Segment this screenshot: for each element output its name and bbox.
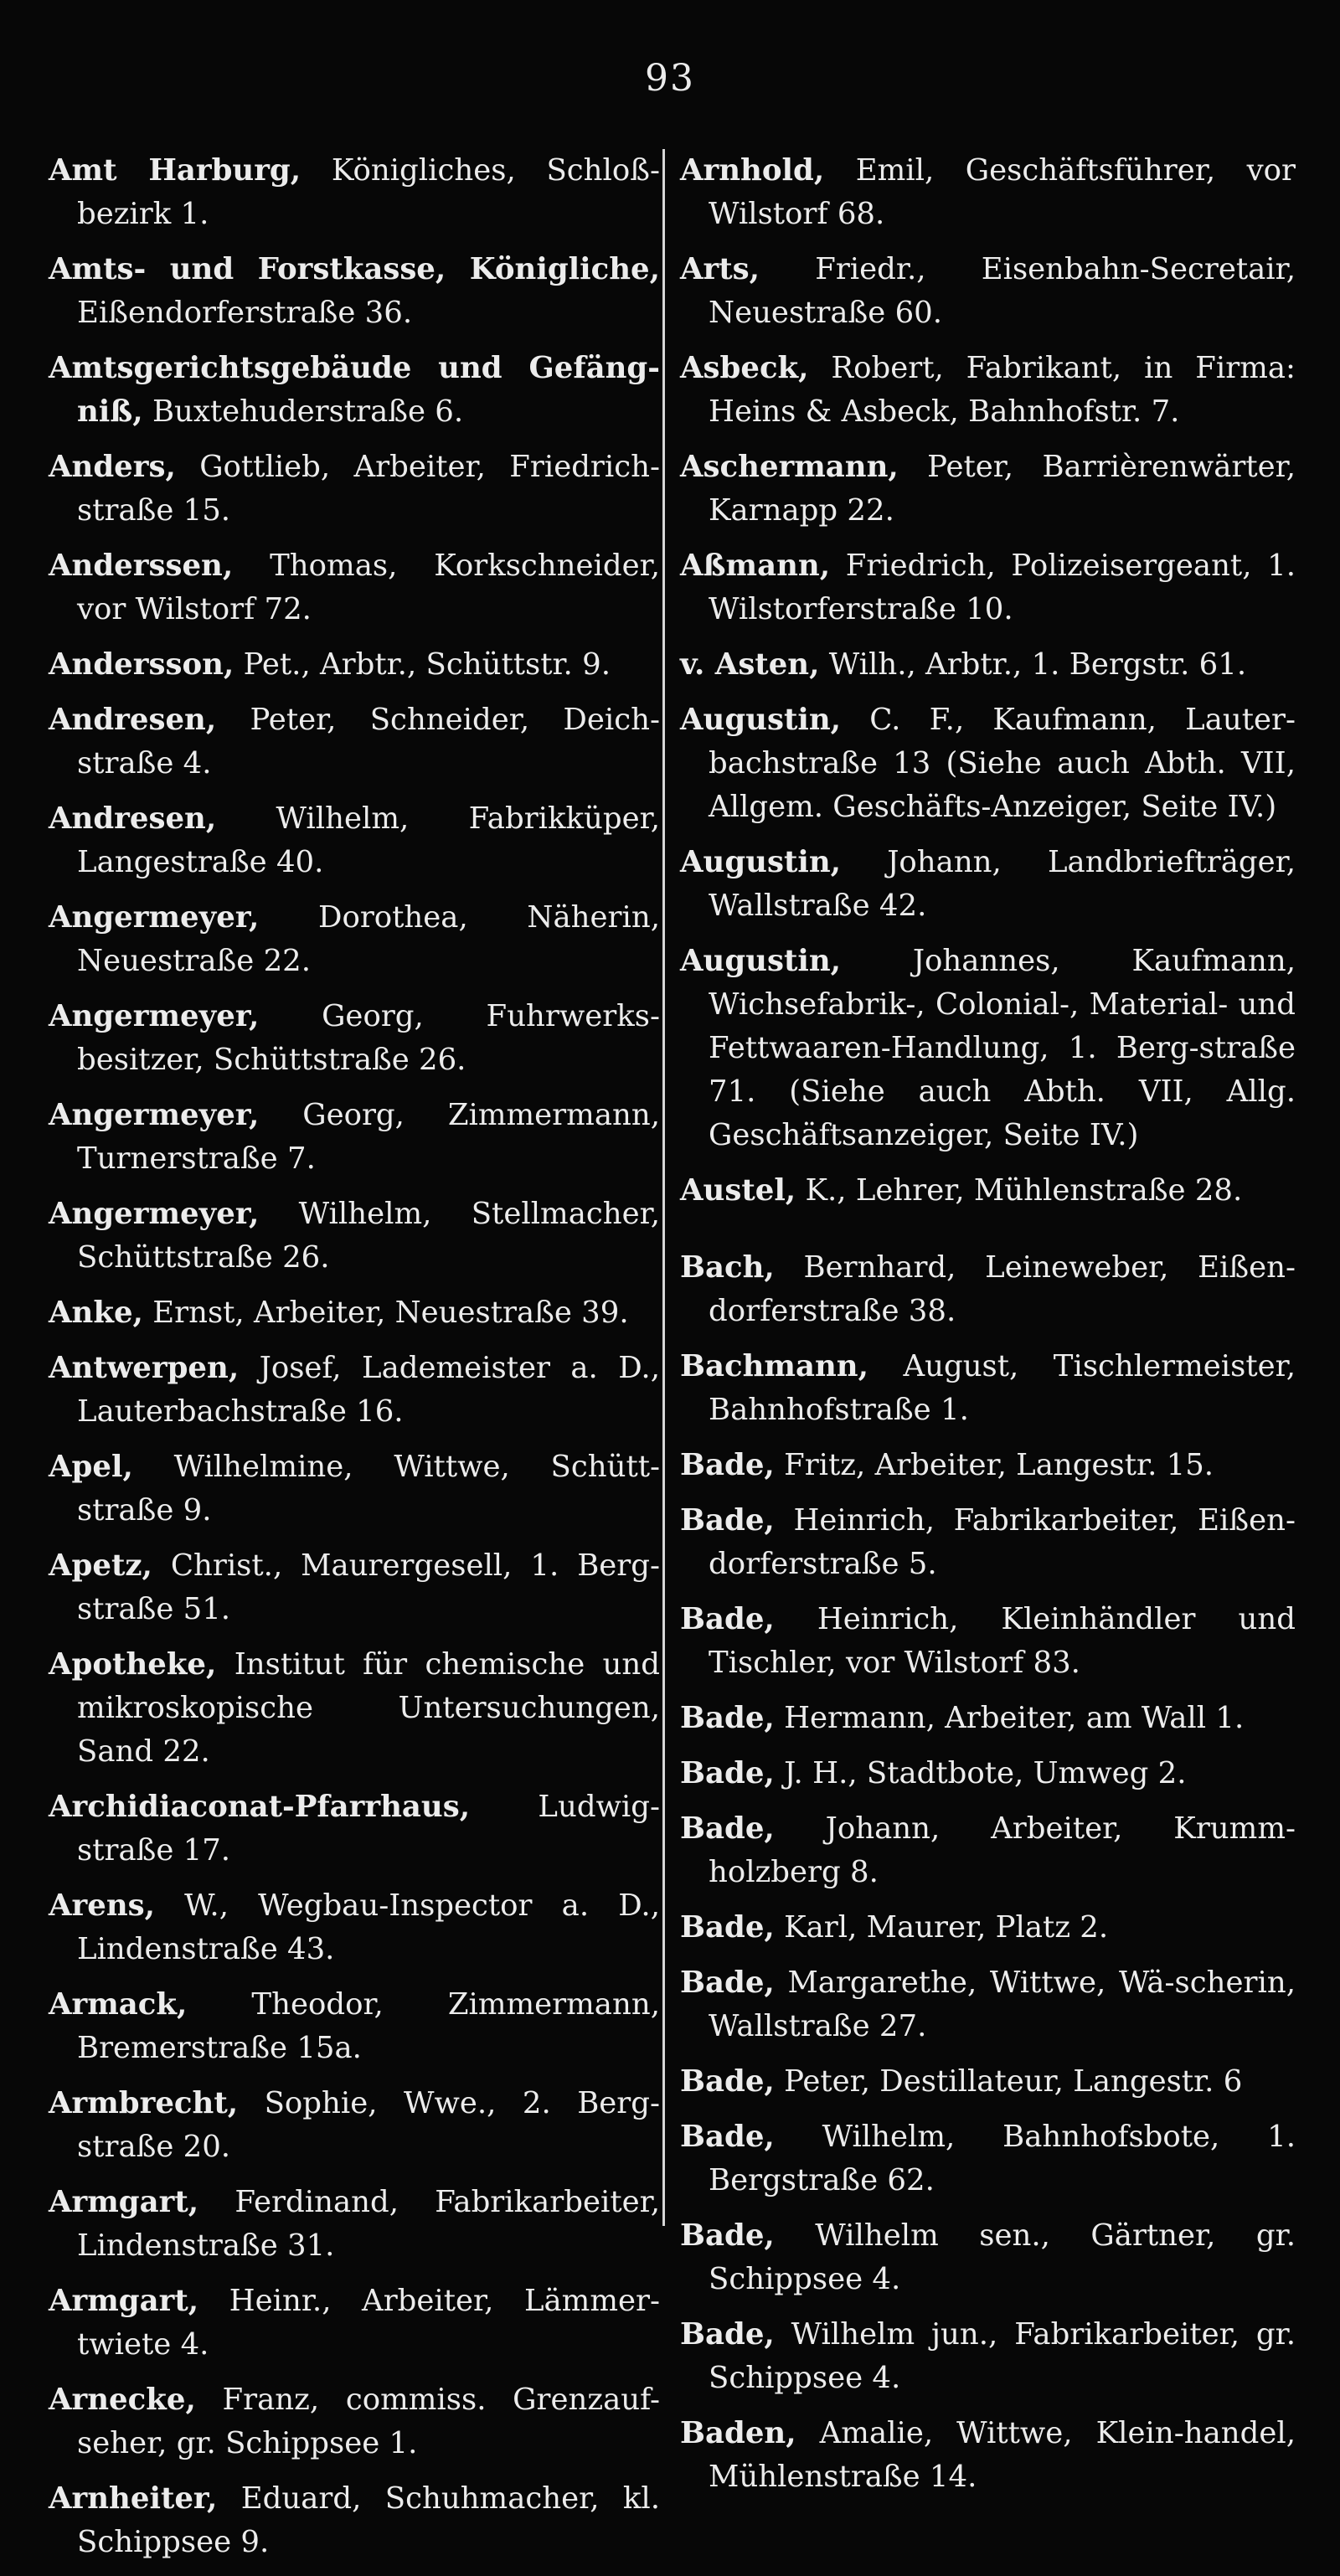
directory-entry: [49, 1884, 660, 1971]
directory-entry: [680, 1697, 1296, 1740]
directory-entry: [49, 248, 660, 335]
entry-name: Bade,: [680, 2064, 775, 2099]
entry-name: Amt Harburg,: [49, 153, 302, 188]
entry-name: Angermeyer,: [49, 1197, 260, 1231]
directory-entry: [680, 446, 1296, 533]
entry-name: Asbeck,: [680, 351, 809, 385]
entry-name: Bade,: [680, 1701, 775, 1735]
entry-name: Archidiaconat-Pfarrhaus,: [49, 1790, 471, 1824]
entry-detail: Bernhard, Leineweber, Eißen-dorferstraße 38.: [709, 1250, 1296, 1328]
directory-entry: [49, 1785, 660, 1873]
directory-entry: [680, 1345, 1296, 1432]
entry-detail: Gottlieb, Arbeiter, Friedrich-straße 15.: [77, 450, 660, 528]
entry-name: Angermeyer,: [49, 1098, 260, 1132]
directory-entry: [49, 797, 660, 884]
entry-name: Arnheiter,: [49, 2481, 218, 2516]
entry-name: Arens,: [49, 1888, 155, 1923]
entry-detail: Wilhelmine, Wittwe, Schütt-straße 9.: [77, 1450, 660, 1528]
directory-entry: [680, 149, 1296, 236]
directory-entry: [49, 1094, 660, 1181]
directory-entry: [49, 2181, 660, 2268]
entry-name: Bade,: [680, 1503, 775, 1538]
entry-detail: Dorothea, Näherin, Neuestraße 22.: [77, 900, 660, 978]
entry-name: Anke,: [49, 1296, 143, 1330]
directory-entry: [49, 896, 660, 983]
entry-name: Armgart,: [49, 2284, 199, 2318]
directory-entry: [680, 2313, 1296, 2400]
directory-entry: [49, 1643, 660, 1774]
directory-entry: [680, 698, 1296, 829]
entry-name: Aschermann,: [680, 450, 899, 484]
directory-entry: [680, 1906, 1296, 1950]
entry-name: Armbrecht,: [49, 2086, 239, 2120]
entry-name: Bade,: [680, 2317, 775, 2352]
entry-detail: Institut für chemische und mikroskopische Untersuchungen, Sand 22.: [77, 1647, 660, 1769]
entry-name: Armack,: [49, 1987, 188, 2022]
entry-detail: Theodor, Zimmermann, Bremerstraße 15a.: [77, 1987, 660, 2065]
entry-detail: Sophie, Wwe., 2. Berg-straße 20.: [77, 2086, 660, 2164]
directory-entry: [49, 1445, 660, 1533]
entry-detail: Peter, Barrièrenwärter, Karnapp 22.: [709, 450, 1296, 528]
entry-detail: Peter, Schneider, Deich-straße 4.: [77, 703, 660, 781]
entry-name: Baden,: [680, 2416, 796, 2450]
entry-detail: Karl, Maurer, Platz 2.: [784, 1910, 1109, 1945]
entry-name: Bade,: [680, 1910, 775, 1945]
entry-name: Bach,: [680, 1250, 775, 1285]
entry-name: Antwerpen,: [49, 1351, 240, 1385]
directory-entry: [49, 1193, 660, 1280]
entry-name: Armgart,: [49, 2185, 199, 2219]
entry-detail: Eißendorferstraße 36.: [77, 296, 413, 330]
entry-detail: Johann, Arbeiter, Krumm-holzberg 8.: [709, 1811, 1296, 1889]
entry-name: Arnhold,: [680, 153, 825, 188]
entry-name: Andresen,: [49, 703, 217, 737]
directory-entry: [680, 1246, 1296, 1333]
entry-name: Andersson,: [49, 647, 234, 682]
entry-name: Bade,: [680, 1811, 775, 1846]
directory-entry: [49, 2477, 660, 2564]
entry-detail: W., Wegbau-Inspector a. D., Lindenstraße 43.: [77, 1888, 660, 1966]
entry-detail: Eduard, Schuhmacher, kl. Schippsee 9.: [77, 2481, 660, 2559]
directory-entry: [680, 544, 1296, 631]
entry-detail: Wilhelm, Stellmacher, Schüttstraße 26.: [77, 1197, 660, 1275]
entry-detail: Robert, Fabrikant, in Firma: Heins & Asbeck, Bahnhofstr. 7.: [709, 351, 1296, 429]
entry-detail: Heinr., Arbeiter, Lämmer-twiete 4.: [77, 2284, 660, 2362]
directory-entry: [49, 1347, 660, 1434]
directory-entry: [680, 1961, 1296, 2048]
entry-name: Bade,: [680, 2218, 775, 2253]
directory-entry: [680, 940, 1296, 1157]
entry-name: Angermeyer,: [49, 900, 260, 935]
entry-detail: Wilhelm, Fabrikküper, Langestraße 40.: [77, 801, 660, 879]
directory-entry: [680, 347, 1296, 434]
directory-entry: [49, 2378, 660, 2465]
entry-detail: Ludwig-straße 17.: [77, 1790, 660, 1868]
entry-detail: K., Lehrer, Mühlenstraße 28.: [805, 1173, 1243, 1208]
entry-detail: Pet., Arbtr., Schüttstr. 9.: [243, 647, 611, 682]
entry-detail: Hermann, Arbeiter, am Wall 1.: [784, 1701, 1245, 1735]
entry-detail: J. H., Stadtbote, Umweg 2.: [784, 1756, 1187, 1790]
directory-entry: [49, 1544, 660, 1631]
directory-entry: [680, 1444, 1296, 1487]
entry-detail: Fritz, Arbeiter, Langestr. 15.: [784, 1448, 1214, 1482]
entry-name: v. Asten,: [680, 647, 820, 682]
entry-name: Arnecke,: [49, 2383, 196, 2417]
directory-entry: [680, 1169, 1296, 1213]
entry-detail: Franz, commiss. Grenzauf-seher, gr. Schippsee 1.: [77, 2383, 660, 2460]
entry-name: Apel,: [49, 1450, 133, 1484]
entry-name: Aßmann,: [680, 549, 831, 583]
directory-entry: [680, 1807, 1296, 1894]
entry-detail: Heinrich, Kleinhändler und Tischler, vor Wilstorf 83.: [709, 1602, 1296, 1680]
entry-name: Bade,: [680, 1448, 775, 1482]
entry-name: Austel,: [680, 1173, 796, 1208]
column-divider: [662, 149, 665, 2226]
directory-entry: [49, 1291, 660, 1335]
entry-detail: Friedr., Eisenbahn-Secretair, Neuestraße 60.: [709, 252, 1296, 330]
entry-name: Bachmann,: [680, 1349, 868, 1383]
entry-detail: Johannes, Kaufmann, Wichsefabrik-, Colonial-, Material- und Fettwaaren-Handlung, 1. Berg-straße 71. (Siehe auch Abth. VII, Allg. Geschäftsanzeiger, Seite IV.): [709, 944, 1296, 1152]
entry-detail: Wilhelm sen., Gärtner, gr. Schippsee 4.: [709, 2218, 1296, 2296]
directory-entry: [49, 2280, 660, 2367]
entry-detail: Emil, Geschäftsführer, vor Wilstorf 68.: [709, 153, 1296, 231]
directory-entry: [49, 698, 660, 786]
entry-name: Arts,: [680, 252, 760, 286]
entry-name: Apotheke,: [49, 1647, 217, 1682]
directory-entry: [49, 2082, 660, 2169]
directory-entry: [49, 347, 660, 434]
directory-entry: [49, 1983, 660, 2070]
entry-detail: Christ., Maurergesell, 1. Berg-straße 51.: [77, 1548, 660, 1626]
directory-entry: [49, 995, 660, 1082]
directory-entry: [49, 149, 660, 236]
entry-name: Bade,: [680, 1756, 775, 1790]
entry-detail: August, Tischlermeister, Bahnhofstraße 1.: [709, 1349, 1296, 1427]
directory-entry: [49, 544, 660, 631]
entry-name: Andresen,: [49, 801, 217, 836]
entry-detail: C. F., Kaufmann, Lauter-bachstraße 13 (Siehe auch Abth. VII, Allgem. Geschäfts-Anzeiger, Seite IV.): [709, 703, 1296, 824]
directory-entry: [680, 1499, 1296, 1586]
directory-entry: [680, 643, 1296, 687]
entry-detail: Amalie, Wittwe, Klein-handel, Mühlenstraße 14.: [709, 2416, 1296, 2494]
entry-name: Anders,: [49, 450, 176, 484]
entry-detail: Margarethe, Wittwe, Wä-scherin, Wallstraße 27.: [709, 1965, 1296, 2043]
entry-detail: Wilh., Arbtr., 1. Bergstr. 61.: [828, 647, 1247, 682]
entry-detail: Wilhelm, Bahnhofsbote, 1. Bergstraße 62.: [709, 2120, 1296, 2197]
directory-entry: [680, 1598, 1296, 1685]
entry-detail: Friedrich, Polizeisergeant, 1. Wilstorferstraße 10.: [709, 549, 1296, 626]
directory-entry: [680, 2214, 1296, 2301]
entry-detail: Georg, Zimmermann, Turnerstraße 7.: [77, 1098, 660, 1176]
entry-detail: Königliches, Schloß-bezirk 1.: [77, 153, 660, 231]
entry-detail: Ferdinand, Fabrikarbeiter, Lindenstraße 31.: [77, 2185, 660, 2263]
directory-entry: [49, 446, 660, 533]
entry-name: Apetz,: [49, 1548, 152, 1583]
page-number: 93: [645, 57, 695, 100]
directory-entry: [680, 2412, 1296, 2499]
directory-entry: [49, 643, 660, 687]
right-column: [680, 149, 1296, 2511]
entry-detail: Buxtehuderstraße 6.: [152, 394, 464, 429]
entry-name: Amts- und Forstkasse, Königliche,: [49, 252, 660, 286]
entry-name: Augustin,: [680, 703, 842, 737]
entry-detail: Peter, Destillateur, Langestr. 6: [784, 2064, 1243, 2099]
entry-name: Angermeyer,: [49, 999, 260, 1033]
entry-detail: Thomas, Korkschneider, vor Wilstorf 72.: [77, 549, 660, 626]
entry-detail: Josef, Lademeister a. D., Lauterbachstraße 16.: [77, 1351, 660, 1429]
entry-name: Amtsgerichtsgebäude und Gefäng-niß,: [49, 351, 660, 429]
left-column: [49, 149, 660, 2576]
entry-name: Bade,: [680, 1965, 775, 2000]
directory-entry: [680, 841, 1296, 928]
entry-name: Bade,: [680, 1602, 775, 1636]
entry-name: Bade,: [680, 2120, 775, 2154]
entry-name: Augustin,: [680, 944, 842, 978]
directory-entry: [680, 2115, 1296, 2202]
entry-detail: Wilhelm jun., Fabrikarbeiter, gr. Schippsee 4.: [709, 2317, 1296, 2395]
entry-name: Augustin,: [680, 845, 842, 879]
entry-detail: Heinrich, Fabrikarbeiter, Eißen-dorferstraße 5.: [709, 1503, 1296, 1581]
directory-entry: [680, 2060, 1296, 2104]
entry-detail: Johann, Landbriefträger, Wallstraße 42.: [709, 845, 1296, 923]
entry-detail: Ernst, Arbeiter, Neuestraße 39.: [152, 1296, 629, 1330]
entry-detail: Georg, Fuhrwerks-besitzer, Schüttstraße 26.: [77, 999, 660, 1077]
directory-entry: [680, 248, 1296, 335]
directory-entry: [680, 1752, 1296, 1795]
entry-name: Anderssen,: [49, 549, 234, 583]
